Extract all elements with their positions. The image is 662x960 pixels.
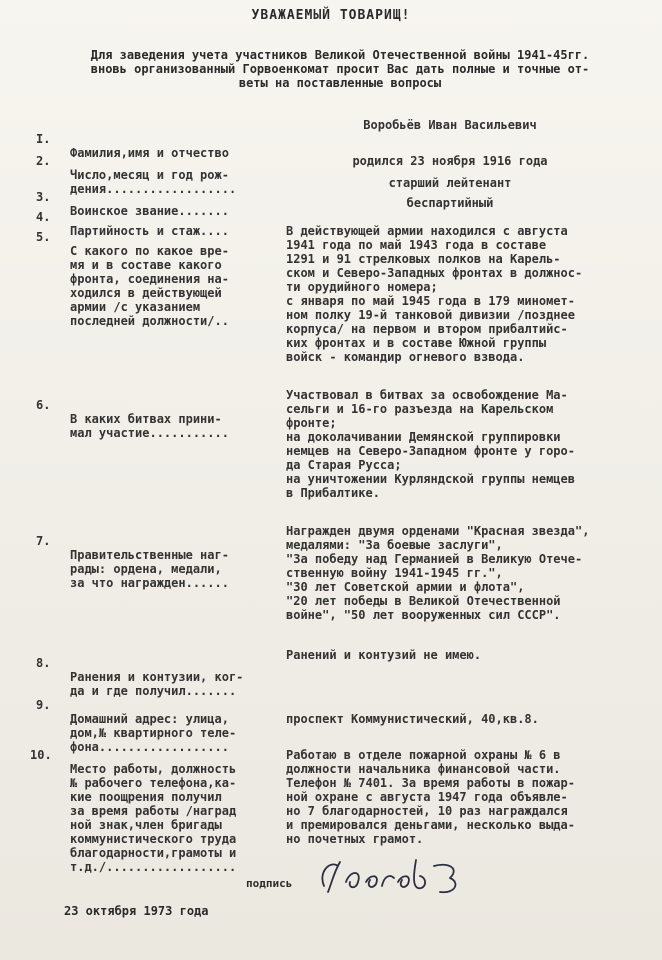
question-text: В каких битвах прини- мал участие...........: [70, 412, 229, 440]
question-number: I.: [36, 132, 51, 146]
question-number: 4.: [36, 210, 51, 224]
answer-5: В действующей армии находился с августа 1941 года по май 1943 года в составе 1291 и 91 стрелковых полков на Карель- ском и Северо-Западных фронтах в должнос- ти орудийного номера; с января по май 1945 года в 179 миномет- ном полку 19-й танковой дивизии /позднее корпуса/ на первом и втором прибалтийс- ких фронтах и в составе Южной группы войск - командир огневого взвода.: [286, 224, 583, 364]
handwritten-signature: [310, 852, 480, 900]
question-number: 5.: [36, 230, 51, 244]
answer-8: Ранений и контузий не имею.: [286, 648, 482, 662]
answer-1: Воробьёв Иван Васильевич: [363, 118, 537, 132]
document-title: УВАЖАЕМЫЙ ТОВАРИЩ!: [251, 8, 411, 23]
question-text: С какого по какое вре- мя и в составе какого фронта, соединения на- ходился в действующей армии /с указанием последней должности/..: [70, 244, 229, 328]
answer-2: родился 23 ноября 1916 года: [352, 154, 548, 168]
question-text: Воинское звание.......: [70, 204, 229, 218]
answer-4: беспартийный: [406, 196, 494, 210]
question-number: 10.: [30, 748, 52, 762]
answer-10: Работаю в отделе пожарной охраны № 6 в должности начальника финансовой части. Телефон № 7401. За время работы в пожар- ной охране с августа 1947 года объявле- но 7 благодарностей, 10 раз награждался и премировался деньгами, несколько выда- но почетных грамот.: [286, 748, 575, 846]
question-number: 9.: [36, 698, 51, 712]
question-text: Правительственные наг- рады: ордена, медали, за что награжден......: [70, 548, 229, 590]
question-text: Место работы, должность № рабочего телефона,ка- кие поощрения получил за время работы /наград ной знак,член бригады коммунистического труда благодарности,грамоты и т.д./..................: [70, 762, 237, 874]
signature-label: подпись: [246, 877, 293, 890]
question-text: Фамилия,имя и отчество: [70, 146, 229, 160]
answer-9: проспект Коммунистический, 40,кв.8.: [286, 712, 539, 726]
intro-paragraph: Для заведения учета участников Великой Отечественной войны 1941-45гг. вновь организованный Горвоенкомат просит Вас дать полные и точные от- веты на поставленные вопросы: [90, 48, 590, 90]
question-text: Ранения и контузии, ког- да и где получил.......: [70, 670, 244, 698]
answer-7: Награжден двумя орденами "Красная звезда", медалями: "За боевые заслуги", "За победу над Германией в Великую Отече- ственную войну 1941-1945 гг.", "30 лет Советской армии и флота", "20 лет победы в Великой Отечественной войне", "50 лет вооруженных сил СССР".: [286, 524, 590, 622]
question-number: 3.: [36, 190, 51, 204]
answer-3: старший лейтенант: [388, 176, 512, 190]
document-date: 23 октября 1973 года: [64, 904, 209, 918]
question-text: Партийность и стаж....: [70, 224, 229, 238]
question-number: 6.: [36, 398, 51, 412]
question-number: 7.: [36, 534, 51, 548]
question-number: 2.: [36, 154, 51, 168]
question-number: 8.: [36, 656, 51, 670]
question-text: Число,месяц и год рож- дения..................: [70, 168, 237, 196]
question-text: Домашний адрес: улица, дом,№ квартирного теле- фона..................: [70, 712, 237, 754]
answer-6: Участвовал в битвах за освобождение Ма- сельги и 16-го разъезда на Карельском фронте; на доколачивании Демянской группировки немцев на Северо-Западном фронте у горо- да Старая Русса; на уничтожении Курляндской группы немцев в Прибалтике.: [286, 388, 575, 500]
